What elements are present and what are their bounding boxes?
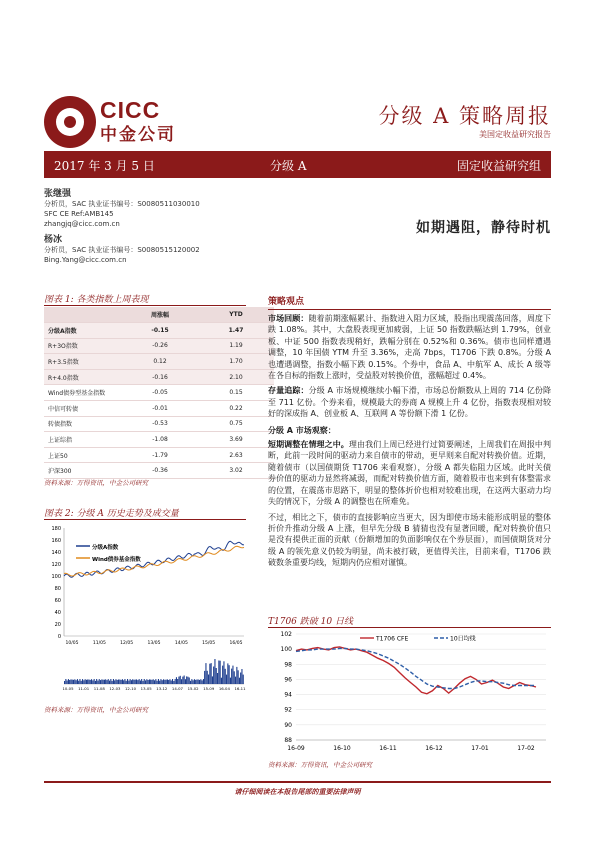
volume-bar [172, 679, 173, 684]
volume-bar [88, 680, 89, 685]
volume-bar [79, 679, 80, 684]
volume-bar [212, 676, 213, 684]
volume-bar [190, 681, 191, 684]
figure2-chart [44, 522, 249, 692]
volume-bar [186, 676, 187, 684]
volume-bar [162, 680, 163, 684]
figure3-title: T1706 跌破 10 日线 [268, 617, 353, 627]
x-tick-label: 14/05 [174, 641, 188, 646]
x-tick-label: 16-11 [379, 745, 397, 752]
volume-x-tick-label: 11-08 [93, 686, 105, 691]
volume-bar [214, 659, 215, 684]
volume-bar [64, 681, 65, 684]
table-header: YTD [198, 307, 274, 323]
divider [44, 519, 246, 520]
series-line-t1706 [296, 647, 536, 694]
volume-bar [236, 667, 237, 684]
y-tick-label: 94 [284, 691, 292, 699]
x-tick-label: 15/05 [202, 641, 216, 646]
volume-bar [154, 680, 155, 684]
volume-bar [133, 680, 134, 684]
volume-bar [230, 678, 231, 684]
volume-bar [146, 679, 147, 684]
volume-bar [74, 679, 75, 684]
series-line-fenjia [64, 541, 244, 577]
table-cell: 1.19 [198, 338, 274, 354]
research-group: 固定收益研究组 [456, 159, 541, 173]
report-subtitle: 美国定收益研究报告 [479, 130, 551, 139]
volume-bar [81, 681, 82, 684]
volume-bar [101, 679, 102, 684]
figure3-chart [268, 630, 551, 755]
volume-bar [97, 681, 98, 684]
volume-bar [203, 679, 204, 684]
volume-bar [171, 681, 172, 685]
table-cell: 1.47 [198, 323, 274, 339]
logo-text-en: CICC [100, 97, 161, 123]
volume-bar [121, 680, 122, 684]
volume-bar [122, 679, 123, 684]
volume-bar [223, 661, 224, 684]
y-tick-label: 160 [51, 538, 61, 544]
table-row [44, 463, 274, 479]
volume-bar [144, 679, 145, 684]
volume-bar [184, 676, 185, 685]
author-email[interactable]: zhangjq@cicc.com.cn [44, 220, 120, 228]
author-role: 分析员，SAC 执业证书编号：S0080515120002 [44, 246, 200, 254]
volume-bar [115, 679, 116, 684]
x-tick-label: 12/05 [120, 641, 134, 646]
volume-bar [87, 680, 88, 685]
y-tick-label: 120 [51, 562, 61, 568]
series-line-wind [64, 546, 244, 576]
volume-x-tick-label: 16-11 [234, 686, 246, 691]
volume-x-tick-label: 14-07 [171, 686, 183, 691]
x-tick-label: 16-12 [425, 745, 443, 752]
volume-bar [232, 666, 233, 684]
volume-bar [83, 680, 84, 684]
y-tick-label: 80 [54, 586, 61, 592]
volume-bar [163, 679, 164, 684]
volume-bar [130, 679, 131, 684]
volume-bar [139, 679, 140, 684]
table-row [44, 323, 274, 339]
table-header: 周涨幅 [122, 307, 198, 323]
volume-x-tick-label: 13-05 [140, 686, 152, 691]
volume-bar [140, 681, 141, 685]
volume-bar [103, 680, 104, 684]
volume-bar [217, 673, 218, 684]
volume-bar [160, 679, 161, 684]
y-tick-label: 102 [280, 631, 292, 638]
volume-bar [153, 679, 154, 684]
volume-bar [167, 679, 168, 684]
volume-x-tick-label: 16-04 [218, 686, 230, 691]
table-row [44, 401, 274, 417]
x-tick-label: 17-02 [517, 745, 535, 752]
cicc-logo-dot [64, 116, 76, 128]
table-cell: -0.01 [122, 401, 198, 417]
volume-bar [94, 679, 95, 684]
volume-bar [196, 680, 197, 685]
table-row [44, 432, 274, 448]
figure1-title: 图表 1: 各类指数上周表现 [44, 295, 149, 305]
y-tick-label: 98 [284, 661, 292, 669]
y-tick-label: 96 [284, 676, 292, 684]
figure1-source: 资料来源：万得资讯，中金公司研究 [44, 479, 148, 487]
volume-bar [218, 661, 219, 685]
y-tick-label: 180 [51, 526, 61, 532]
volume-bar [149, 679, 150, 684]
y-tick-label: 0 [57, 634, 61, 640]
table-row [44, 338, 274, 354]
paragraph-stock-tracking [268, 385, 551, 419]
author-email[interactable]: Bing.Yang@cicc.com.cn [44, 256, 127, 264]
volume-x-tick-label: 11-01 [78, 686, 90, 691]
x-tick-label: 11/05 [92, 641, 106, 646]
volume-bar [168, 680, 169, 684]
report-date: 2017 年 3 月 5 日 [54, 159, 155, 173]
volume-bar [86, 680, 87, 684]
volume-bar [243, 675, 244, 684]
volume-bar [234, 671, 235, 684]
table-row [44, 369, 274, 385]
table-cell: -0.36 [122, 463, 198, 479]
volume-bar [229, 665, 230, 684]
volume-bar [118, 680, 119, 685]
volume-bar [205, 663, 206, 684]
volume-bar [220, 661, 221, 684]
volume-bar [141, 679, 142, 684]
volume-bar [166, 680, 167, 684]
author-name: 杨冰 [44, 235, 63, 245]
legend-label: 10日均线 [450, 635, 476, 643]
volume-bar [216, 668, 217, 684]
table-cell: 分级A指数 [44, 323, 122, 339]
table-cell: 2.10 [198, 369, 274, 385]
volume-x-tick-label: 15-09 [203, 686, 215, 691]
volume-bar [85, 679, 86, 684]
report-category: 分级 A [270, 159, 307, 173]
x-tick-label: 13/05 [147, 641, 161, 646]
volume-bar [176, 677, 177, 684]
volume-bar [189, 678, 190, 685]
y-tick-label: 60 [54, 598, 61, 604]
strategy-column [268, 294, 551, 569]
volume-bar [193, 680, 194, 684]
section-heading-observation: 分级 A 市场观察： [268, 425, 336, 435]
table-cell: Wind债券型基金指数 [44, 385, 122, 401]
y-tick-label: 140 [51, 550, 61, 556]
volume-bar [70, 679, 71, 684]
paragraph-body: 分级 A 市场规模继续小幅下滑，市场总份额数从上周的 714 亿份降至 711 亿份。个券来看，规模最大的券商 A 规模上升 4 亿份，指数表现相对较好的深成指 A、创业板 A、互联网 A 等份额下滑 1 亿份。 [268, 386, 551, 419]
table-cell: 上证综指 [44, 432, 122, 448]
volume-bar [164, 680, 165, 684]
volume-bar [72, 680, 73, 684]
volume-bar [198, 680, 199, 685]
volume-bar [238, 670, 239, 684]
table-cell: -0.26 [122, 338, 198, 354]
volume-bar [114, 680, 115, 684]
table-cell: R+4.0指数 [44, 369, 122, 385]
volume-bar [177, 679, 178, 684]
volume-bar [226, 675, 227, 684]
table-row [44, 447, 274, 463]
volume-bar [178, 677, 179, 684]
table-row [44, 354, 274, 370]
authors-block [44, 186, 304, 265]
x-tick-label: 16-10 [333, 745, 351, 752]
volume-bar [78, 681, 79, 684]
legend-label: 分级A指数 [92, 545, 119, 551]
figure2-source: 资料来源：万得资讯，中金公司研究 [44, 706, 148, 714]
table-cell: 转债指数 [44, 416, 122, 432]
volume-bar [159, 681, 160, 684]
y-tick-label: 90 [284, 721, 292, 729]
volume-bar [124, 679, 125, 684]
table-cell: 1.70 [198, 354, 274, 370]
volume-bar [137, 680, 138, 684]
volume-bar [65, 679, 66, 684]
table-cell: 沪深300 [44, 463, 122, 479]
volume-bar [227, 663, 228, 684]
paragraph-bond-impact: 不过，相比之下，债市的直接影响应当更大，因为即使市场未能形成明显的整体折价升推动分级 A 上涨，但早先分级 B 猜猜也没有显著回暖，配对转换价值只是没有提供正面的贡献（份额增加的负面影响仅在个券层面），而国债期货对分级 A 的领先意义仍较为明显，尚未被打破，更值得关注，目前来看，T1706 跌破数条重要均线，短期内仍应相对谨慎。 [268, 512, 551, 568]
table-cell: -0.16 [122, 369, 198, 385]
volume-bar [175, 679, 176, 684]
table-cell: -0.05 [122, 385, 198, 401]
volume-bar [76, 680, 77, 684]
paragraph-market-review [268, 313, 551, 381]
volume-bar [158, 679, 159, 684]
volume-bar [191, 679, 192, 684]
volume-bar [221, 678, 222, 684]
volume-bar [95, 681, 96, 684]
volume-bar [209, 664, 210, 684]
table-row [44, 385, 274, 401]
figure2-title: 图表 2: 分级 A 历史走势及成交量 [44, 509, 179, 519]
x-tick-label: 17-01 [471, 745, 489, 752]
footer-disclaimer: 请仔细阅读在本报告尾部的重要法律声明 [234, 788, 361, 796]
table-cell: R+3.5指数 [44, 354, 122, 370]
volume-bar [208, 675, 209, 685]
volume-bar [73, 680, 74, 684]
volume-bar [92, 680, 93, 684]
volume-bar [104, 680, 105, 684]
volume-bar [77, 679, 78, 684]
volume-bar [151, 680, 152, 684]
x-tick-label: 16/05 [229, 641, 243, 646]
volume-bar [173, 681, 174, 684]
volume-bar [185, 679, 186, 684]
volume-bar [108, 679, 109, 684]
divider [44, 305, 246, 306]
volume-bar [128, 681, 129, 684]
volume-bar [195, 680, 196, 684]
volume-bar [180, 676, 181, 684]
table-cell: 2.63 [198, 447, 274, 463]
y-tick-label: 20 [54, 622, 61, 628]
author-role: 分析员，SAC 执业证书编号：S0080511030010 [44, 200, 200, 208]
volume-bar [113, 679, 114, 684]
table-cell: 0.75 [198, 416, 274, 432]
volume-bar [131, 680, 132, 684]
volume-bar [181, 679, 182, 684]
volume-bar [127, 679, 128, 684]
volume-bar [169, 679, 170, 684]
volume-bar [135, 680, 136, 684]
volume-bar [136, 679, 137, 684]
y-tick-label: 100 [280, 646, 292, 654]
table-cell: 上证50 [44, 447, 122, 463]
volume-bar [126, 681, 127, 684]
volume-bar [150, 680, 151, 684]
y-tick-label: 92 [284, 706, 292, 714]
volume-bar [132, 679, 133, 684]
table-row [44, 416, 274, 432]
volume-bar [112, 681, 113, 684]
volume-bar [194, 679, 195, 684]
volume-bar [155, 679, 156, 684]
volume-bar [91, 679, 92, 684]
volume-bar [187, 677, 188, 684]
volume-bar [106, 680, 107, 684]
volume-bar [105, 679, 106, 684]
volume-bar [145, 680, 146, 684]
divider [268, 309, 551, 310]
volume-bar [204, 671, 205, 684]
section-heading: 策略观点 [268, 297, 305, 307]
figure3-source: 资料来源：万得资讯，中金公司研究 [268, 761, 372, 769]
table-cell: -0.15 [122, 323, 198, 339]
volume-bar [202, 680, 203, 684]
volume-bar [241, 669, 242, 684]
divider [268, 627, 551, 628]
volume-bar [110, 679, 111, 684]
volume-bar [117, 680, 118, 684]
volume-bar [82, 679, 83, 684]
volume-bar [90, 680, 91, 684]
paragraph-lead: 存量追踪： [268, 386, 309, 396]
x-tick-label: 16-09 [287, 745, 305, 752]
table-cell: 0.22 [198, 401, 274, 417]
volume-bar [148, 680, 149, 684]
paragraph-lead: 短期调整在情理之中。 [268, 440, 349, 450]
table-cell: 中信可转债 [44, 401, 122, 417]
volume-x-tick-label: 12-10 [125, 686, 137, 691]
paragraph-body: 随着前期涨幅累计、指数进入阻力区域，股指出现震荡回落，周度下跌 1.08%。其中，大盘股表现更加疲弱，上证 50 指数跌幅达到 1.79%，创业板、中证 500 指数表现稍好，跌幅分别在 0.52%和 0.36%。债市也同样遭遇调整，10 年国债 YTM 升至 3.36%，走高 7bps，T1706 下跌 0.8%。分级 A 也遭遇调整，指数小幅下跌 0.15%。个券中，食品 A、中航军 A、成长 A 级等在各自标的指数上涨时，受益股对转换价值，涨幅超过 0.4%。 [268, 314, 552, 381]
y-tick-label: 100 [51, 574, 61, 580]
volume-bar [123, 680, 124, 684]
volume-x-tick-label: 12-03 [109, 686, 121, 691]
volume-bar [100, 680, 101, 684]
performance-table [44, 307, 274, 479]
table-cell: 3.69 [198, 432, 274, 448]
paragraph-lead: 市场回顾： [268, 314, 309, 323]
volume-bar [199, 680, 200, 684]
volume-x-tick-label: 15-02 [187, 686, 199, 691]
volume-bar [240, 673, 241, 685]
y-tick-label: 40 [54, 610, 61, 616]
y-tick-label: 88 [284, 737, 292, 744]
volume-bar [225, 669, 226, 684]
volume-bar [67, 681, 68, 685]
volume-bar [207, 671, 208, 684]
volume-bar [119, 680, 120, 685]
author-ref: SFC CE Ref:AMB145 [44, 210, 114, 218]
logo-text-cn: 中金公司 [100, 125, 176, 145]
paragraph-body: 理由我们上周已经进行过简要阐述，上周我们在周报中判断，此前一段时间的驱动力来自债市的带动，更早则来自配对转换价值。近期，随着债市（以国债期货 T1706 来看观察），分级 A 都失临阻力区域。此时关债券价值的驱动力显然将减弱，而配对转换价值方面，随着股市也来到有体整需求的位置，在震荡市思路下，明显的整体折价也相对较难出现，在这两大驱动力均失的情况下，分级 A 的调整也在所难免。 [268, 440, 552, 507]
headline: 如期遇阻，静待时机 [416, 220, 551, 236]
volume-bar [213, 667, 214, 685]
report-title: 分级 A 策略周报 [378, 104, 551, 128]
volume-bar [231, 669, 232, 684]
volume-bar [182, 677, 183, 684]
table-cell: 3.02 [198, 463, 274, 479]
paragraph-short-term [268, 439, 551, 507]
volume-bar [96, 679, 97, 684]
volume-bar [239, 678, 240, 684]
table-cell: 0.15 [198, 385, 274, 401]
volume-bar [235, 677, 236, 684]
table-cell: 0.12 [122, 354, 198, 370]
series-line-ma10 [296, 648, 536, 688]
volume-bar [99, 679, 100, 684]
volume-bar [69, 680, 70, 684]
volume-bar [157, 681, 158, 684]
table-cell: -0.53 [122, 416, 198, 432]
legend-label: T1706 CFE [376, 635, 409, 643]
table-cell: R+3O指数 [44, 338, 122, 354]
table-cell: -1.79 [122, 447, 198, 463]
footer-rule [44, 781, 551, 783]
volume-bar [109, 681, 110, 684]
volume-bar [68, 679, 69, 684]
table-header [44, 307, 122, 323]
x-tick-label: 10/05 [65, 641, 79, 646]
volume-bar [200, 679, 201, 684]
volume-bar [211, 663, 212, 684]
volume-bar [222, 666, 223, 684]
volume-x-tick-label: 10-05 [62, 686, 74, 691]
author-name: 张继强 [44, 189, 72, 199]
legend-label: Wind债券基金指数 [92, 557, 141, 563]
table-cell: -1.08 [122, 432, 198, 448]
volume-x-tick-label: 13-12 [156, 686, 168, 691]
volume-bar [142, 681, 143, 684]
